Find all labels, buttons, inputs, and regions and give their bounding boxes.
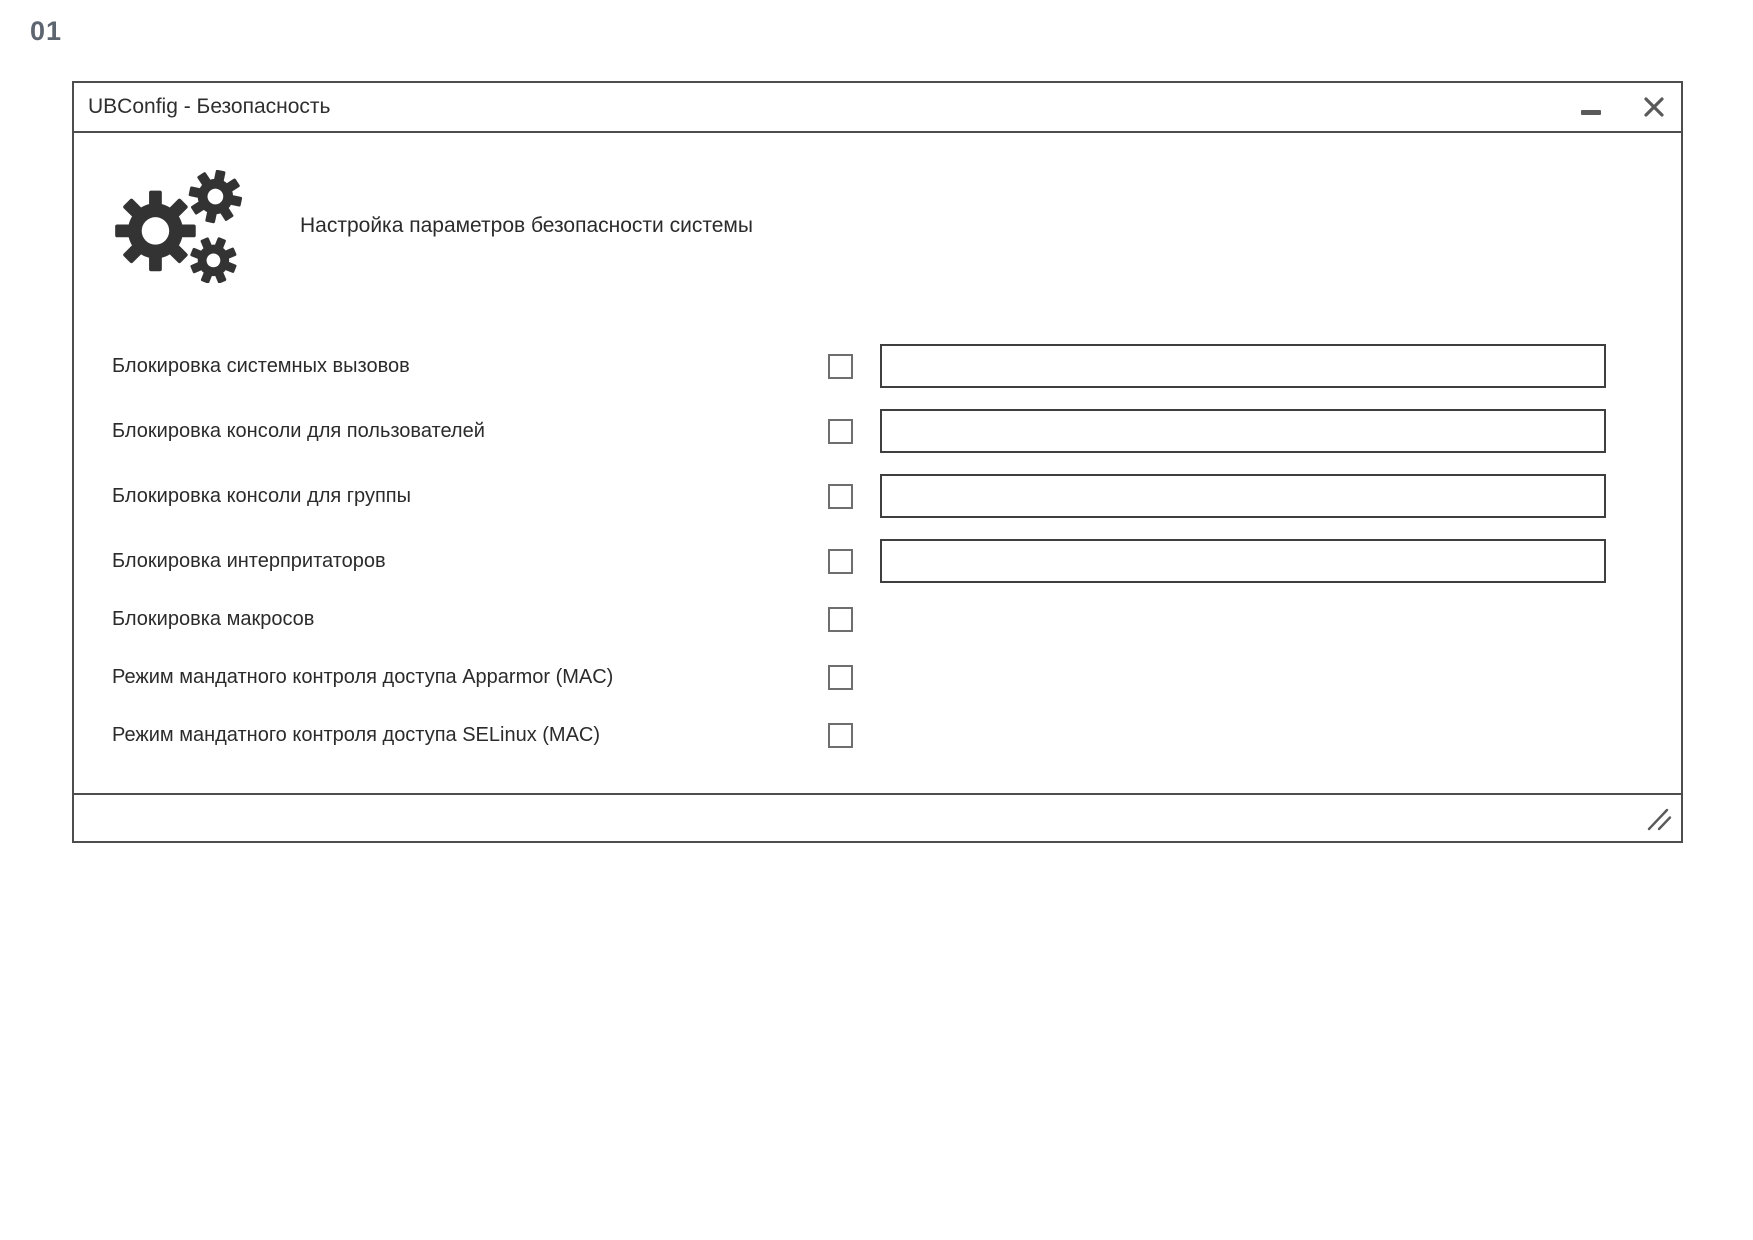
form-row-selinux-mac: [112, 719, 1651, 751]
row-label: Блокировка консоли для группы: [112, 484, 411, 507]
statusbar: [74, 793, 1681, 841]
window-title: UBConfig - Безопасность: [88, 95, 331, 118]
header-row: [112, 165, 1651, 287]
ubconfig-security-window: [72, 81, 1683, 843]
form-row-console-group-block: [112, 473, 1651, 519]
minimize-icon[interactable]: [1581, 110, 1601, 115]
page-title: Настройка параметров безопасности системы: [300, 214, 753, 237]
checkbox-console-group-block[interactable]: [828, 484, 853, 509]
form-row-apparmor-mac: [112, 661, 1651, 693]
row-label: Блокировка макросов: [112, 607, 315, 630]
input-console-users-block[interactable]: [880, 409, 1606, 453]
form-row-console-users-block: [112, 408, 1651, 454]
checkbox-macros-block[interactable]: [828, 607, 853, 632]
row-label: Режим мандатного контроля доступа SELinux (MAC): [112, 723, 601, 746]
row-label: Режим мандатного контроля доступа Apparmor (MAC): [112, 665, 614, 688]
input-interpreters-block[interactable]: [880, 539, 1606, 583]
row-label: Блокировка интерпритаторов: [112, 549, 386, 572]
titlebar[interactable]: [74, 83, 1681, 133]
checkbox-syscall-block[interactable]: [828, 354, 853, 379]
row-label: Блокировка консоли для пользователей: [112, 419, 485, 442]
form-row-syscall-block: [112, 343, 1651, 389]
gears-icon: [112, 170, 250, 283]
resize-grip-icon[interactable]: [1645, 807, 1673, 833]
input-syscall-block[interactable]: [880, 344, 1606, 388]
window-content: [74, 133, 1681, 793]
checkbox-console-users-block[interactable]: [828, 419, 853, 444]
input-console-group-block[interactable]: [880, 474, 1606, 518]
row-label: Блокировка системных вызовов: [112, 354, 410, 377]
form-row-interpreters-block: [112, 538, 1651, 584]
checkbox-selinux-mac[interactable]: [828, 723, 853, 748]
checkbox-interpreters-block[interactable]: [828, 549, 853, 574]
titlebar-buttons: [1581, 96, 1665, 118]
checkbox-apparmor-mac[interactable]: [828, 665, 853, 690]
form-row-macros-block: [112, 603, 1651, 635]
close-icon[interactable]: [1643, 96, 1665, 118]
figure-number: 01: [30, 16, 63, 46]
